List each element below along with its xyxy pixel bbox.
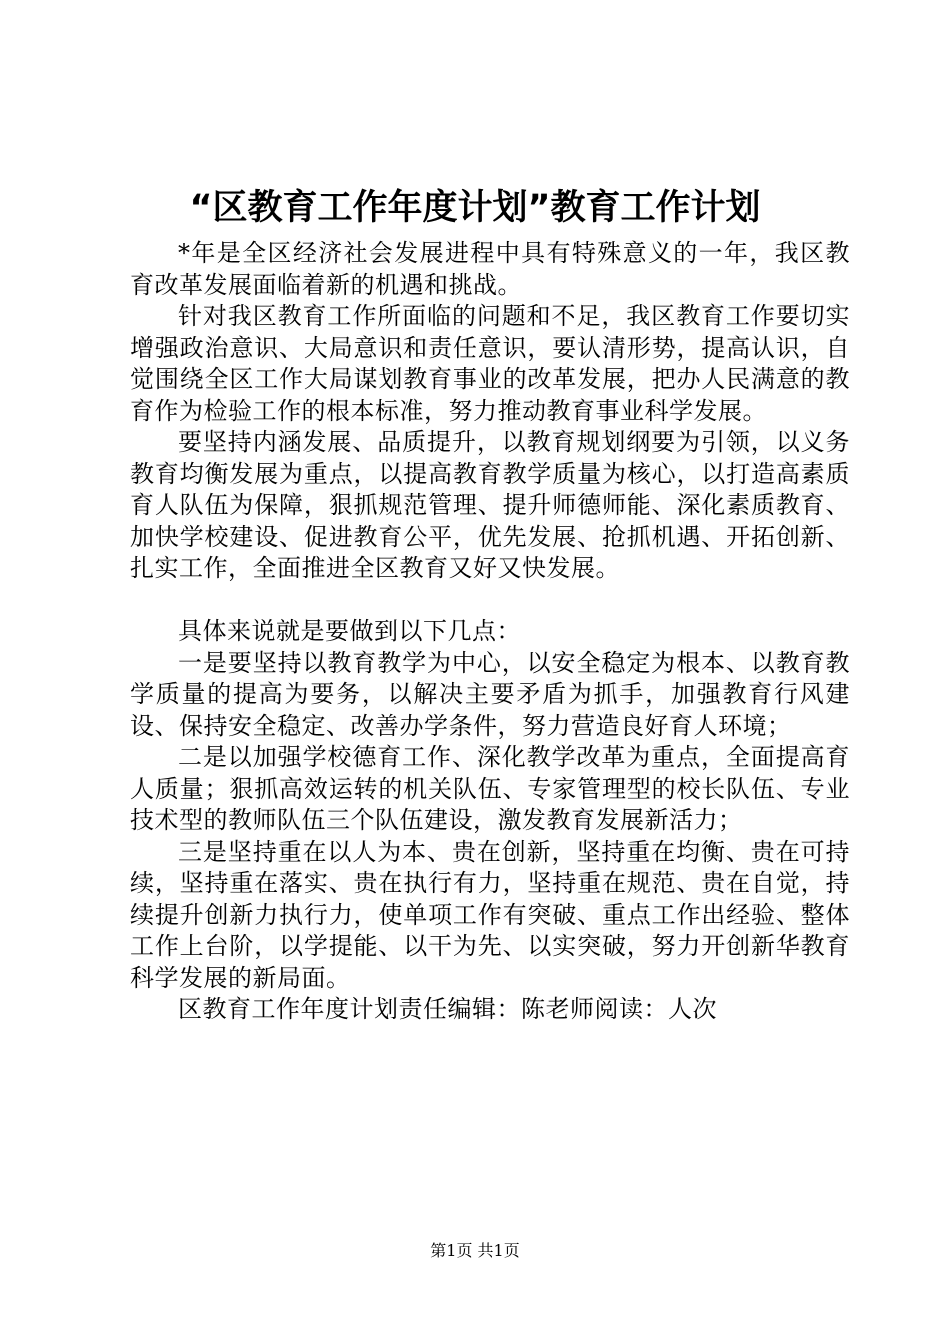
paragraph-point-two: 二是以加强学校德育工作、深化教学改革为重点，全面提高育人质量；狠抓高效运转的机关队伍、专家管理型的校长队伍、专业技术型的教师队伍三个队伍建设，激发教育发展新活力； bbox=[130, 743, 850, 834]
paragraph-points-intro: 具体来说就是要做到以下几点： bbox=[178, 617, 521, 645]
paragraph-point-one: 一是要坚持以教育教学为中心，以安全稳定为根本、以教育教学质量的提高为要务，以解决主要矛盾为抓手，加强教育行风建设、保持安全稳定、改善办学条件，努力营造良好育人环境； bbox=[130, 648, 850, 740]
paragraph-spacer bbox=[130, 585, 850, 617]
paragraph-intro: *年是全区经济社会发展进程中具有特殊意义的一年，我区教育改革发展面临着新的机遇和挑战。 bbox=[130, 239, 850, 299]
document-title: “区教育工作年度计划”教育工作计划 bbox=[189, 188, 761, 228]
page-footer: 第1页 共1页 bbox=[430, 1241, 520, 1260]
paragraph-point-three: 三是坚持重在以人为本、贵在创新，坚持重在均衡、贵在可持续，坚持重在落实、贵在执行有力，坚持重在规范、贵在自觉，持续提升创新力执行力，使单项工作有突破、重点工作出经验、整体工作上台阶，以学提能、以干为先、以实突破，努力开创新华教育科学发展的新局面。 bbox=[130, 837, 850, 992]
document-body bbox=[130, 238, 850, 1026]
paragraph-editor-note: 区教育工作年度计划责任编辑：陈老师阅读：人次 bbox=[178, 995, 717, 1023]
paragraph-development: 要坚持内涵发展、品质提升，以教育规划纲要为引领，以义务教育均衡发展为重点，以提高教育教学质量为核心，以打造高素质育人队伍为保障，狠抓规范管理、提升师德师能、深化素质教育、加快学校建设、促进教育公平，优先发展、抢抓机遇、开拓创新、扎实工作，全面推进全区教育又好又快发展。 bbox=[130, 428, 850, 582]
paragraph-awareness: 针对我区教育工作所面临的问题和不足，我区教育工作要切实增强政治意识、大局意识和责任意识，要认清形势，提高认识，自觉围绕全区工作大局谋划教育事业的改革发展，把办人民满意的教育作为检验工作的根本标准，努力推动教育事业科学发展。 bbox=[130, 302, 850, 425]
